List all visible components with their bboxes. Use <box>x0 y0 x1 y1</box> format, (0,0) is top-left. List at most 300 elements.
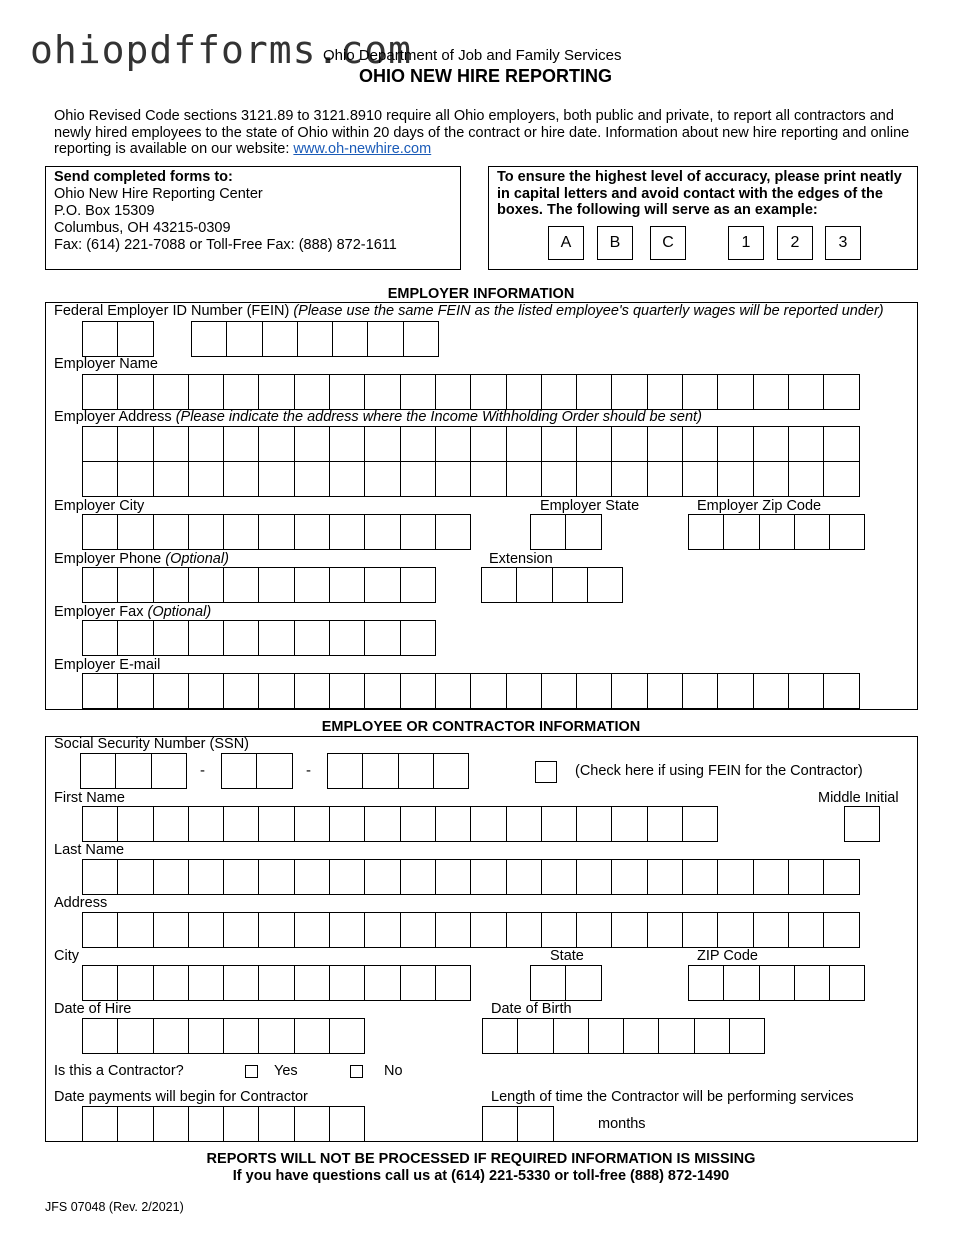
character-cell[interactable] <box>258 461 294 497</box>
character-cell[interactable] <box>188 965 224 1001</box>
character-cell[interactable] <box>258 806 294 842</box>
character-cell[interactable] <box>481 567 517 603</box>
character-cell[interactable] <box>506 859 542 895</box>
character-cell[interactable] <box>258 567 294 603</box>
character-cell[interactable] <box>294 1018 330 1054</box>
character-cell[interactable] <box>82 514 118 550</box>
character-cell[interactable] <box>329 620 365 656</box>
employer-city-label: Employer City <box>54 498 145 514</box>
character-cell[interactable] <box>294 461 330 497</box>
character-cell[interactable] <box>435 859 471 895</box>
character-cell[interactable] <box>329 673 365 709</box>
character-cell[interactable] <box>759 965 795 1001</box>
hire-date-label: Date of Hire <box>54 1001 132 1017</box>
character-cell[interactable] <box>611 806 647 842</box>
character-cell[interactable] <box>647 461 683 497</box>
character-cell[interactable] <box>153 514 189 550</box>
character-cell[interactable] <box>565 965 601 1001</box>
character-cell[interactable] <box>82 1106 118 1142</box>
character-cell[interactable] <box>153 620 189 656</box>
character-cell[interactable] <box>151 753 187 789</box>
character-cell[interactable] <box>482 1018 518 1054</box>
extension-field[interactable] <box>481 567 622 603</box>
character-cell[interactable] <box>294 426 330 462</box>
character-cell[interactable] <box>552 567 588 603</box>
character-cell[interactable] <box>364 912 400 948</box>
employer-address-field-1[interactable] <box>82 426 859 462</box>
character-cell[interactable] <box>332 321 368 357</box>
character-cell[interactable] <box>753 673 789 709</box>
character-cell[interactable] <box>117 426 153 462</box>
character-cell[interactable] <box>256 753 292 789</box>
character-cell[interactable] <box>400 859 436 895</box>
character-cell[interactable] <box>717 374 753 410</box>
character-cell[interactable] <box>223 620 259 656</box>
character-cell[interactable] <box>753 912 789 948</box>
character-cell[interactable] <box>788 912 824 948</box>
employer-name-field[interactable] <box>82 374 859 410</box>
character-cell[interactable] <box>788 673 824 709</box>
character-cell[interactable] <box>153 567 189 603</box>
character-cell[interactable] <box>153 806 189 842</box>
ssn-field-3[interactable] <box>327 753 468 789</box>
character-cell[interactable] <box>327 753 363 789</box>
fein-prefix-field[interactable] <box>82 321 153 357</box>
character-cell[interactable] <box>329 461 365 497</box>
employer-city-field[interactable] <box>82 514 470 550</box>
character-cell[interactable] <box>435 426 471 462</box>
character-cell[interactable] <box>294 374 330 410</box>
character-cell[interactable] <box>188 1106 224 1142</box>
character-cell[interactable] <box>329 374 365 410</box>
example-box: 2 <box>777 226 813 260</box>
character-cell[interactable] <box>611 673 647 709</box>
character-cell[interactable] <box>682 806 718 842</box>
character-cell[interactable] <box>82 426 118 462</box>
fein-contractor-checkbox[interactable] <box>535 761 557 783</box>
character-cell[interactable] <box>516 567 552 603</box>
character-cell[interactable] <box>530 965 566 1001</box>
employer-address-field-2[interactable] <box>82 461 859 497</box>
character-cell[interactable] <box>788 374 824 410</box>
character-cell[interactable] <box>153 859 189 895</box>
middle-initial-field[interactable] <box>844 806 879 842</box>
character-cell[interactable] <box>470 673 506 709</box>
character-cell[interactable] <box>153 426 189 462</box>
character-cell[interactable] <box>223 912 259 948</box>
character-cell[interactable] <box>153 1106 189 1142</box>
character-cell[interactable] <box>117 567 153 603</box>
character-cell[interactable] <box>576 912 612 948</box>
character-cell[interactable] <box>364 806 400 842</box>
character-cell[interactable] <box>294 514 330 550</box>
character-cell[interactable] <box>223 1018 259 1054</box>
character-cell[interactable] <box>565 514 601 550</box>
character-cell[interactable] <box>435 374 471 410</box>
character-cell[interactable] <box>658 1018 694 1054</box>
character-cell[interactable] <box>364 514 400 550</box>
character-cell[interactable] <box>117 374 153 410</box>
character-cell[interactable] <box>576 806 612 842</box>
character-cell[interactable] <box>188 620 224 656</box>
character-cell[interactable] <box>433 753 469 789</box>
character-cell[interactable] <box>223 806 259 842</box>
character-cell[interactable] <box>517 1106 553 1142</box>
character-cell[interactable] <box>329 1106 365 1142</box>
contractor-no-checkbox[interactable] <box>350 1065 363 1078</box>
character-cell[interactable] <box>623 1018 659 1054</box>
character-cell[interactable] <box>753 374 789 410</box>
character-cell[interactable] <box>435 461 471 497</box>
character-cell[interactable] <box>258 965 294 1001</box>
character-cell[interactable] <box>611 859 647 895</box>
character-cell[interactable] <box>82 673 118 709</box>
character-cell[interactable] <box>153 1018 189 1054</box>
character-cell[interactable] <box>117 461 153 497</box>
employer-email-field[interactable] <box>82 673 859 709</box>
character-cell[interactable] <box>647 912 683 948</box>
character-cell[interactable] <box>470 374 506 410</box>
character-cell[interactable] <box>400 374 436 410</box>
character-cell[interactable] <box>258 426 294 462</box>
character-cell[interactable] <box>470 461 506 497</box>
city-field[interactable] <box>82 965 470 1001</box>
character-cell[interactable] <box>576 461 612 497</box>
character-cell[interactable] <box>329 859 365 895</box>
character-cell[interactable] <box>153 374 189 410</box>
employer-email-label: Employer E-mail <box>54 657 161 673</box>
character-cell[interactable] <box>470 426 506 462</box>
character-cell[interactable] <box>829 514 865 550</box>
character-cell[interactable] <box>400 965 436 1001</box>
character-cell[interactable] <box>223 673 259 709</box>
character-cell[interactable] <box>647 806 683 842</box>
character-cell[interactable] <box>188 673 224 709</box>
character-cell[interactable] <box>188 514 224 550</box>
character-cell[interactable] <box>364 426 400 462</box>
payments-date-field[interactable] <box>82 1106 364 1142</box>
character-cell[interactable] <box>188 912 224 948</box>
character-cell[interactable] <box>694 1018 730 1054</box>
character-cell[interactable] <box>262 321 298 357</box>
character-cell[interactable] <box>541 374 577 410</box>
fein-note: (Please use the same FEIN as the listed employee's quarterly wages will be reported under) <box>293 303 884 319</box>
character-cell[interactable] <box>115 753 151 789</box>
send-heading: Send completed forms to: <box>54 169 233 185</box>
character-cell[interactable] <box>759 514 795 550</box>
character-cell[interactable] <box>541 806 577 842</box>
character-cell[interactable] <box>435 673 471 709</box>
character-cell[interactable] <box>223 461 259 497</box>
character-cell[interactable] <box>188 426 224 462</box>
character-cell[interactable] <box>541 426 577 462</box>
character-cell[interactable] <box>82 859 118 895</box>
character-cell[interactable] <box>117 806 153 842</box>
character-cell[interactable] <box>717 461 753 497</box>
character-cell[interactable] <box>117 1018 153 1054</box>
character-cell[interactable] <box>753 461 789 497</box>
character-cell[interactable] <box>823 859 859 895</box>
character-cell[interactable] <box>294 965 330 1001</box>
character-cell[interactable] <box>647 673 683 709</box>
character-cell[interactable] <box>294 673 330 709</box>
character-cell[interactable] <box>82 620 118 656</box>
character-cell[interactable] <box>482 1106 518 1142</box>
employer-section-title: EMPLOYER INFORMATION <box>387 286 575 302</box>
character-cell[interactable] <box>717 426 753 462</box>
character-cell[interactable] <box>647 426 683 462</box>
website-link[interactable]: www.oh-newhire.com <box>293 141 432 158</box>
character-cell[interactable] <box>223 567 259 603</box>
character-cell[interactable] <box>188 567 224 603</box>
character-cell[interactable] <box>530 514 566 550</box>
character-cell[interactable] <box>294 912 330 948</box>
character-cell[interactable] <box>506 374 542 410</box>
character-cell[interactable] <box>753 426 789 462</box>
character-cell[interactable] <box>82 374 118 410</box>
character-cell[interactable] <box>82 567 118 603</box>
character-cell[interactable] <box>329 426 365 462</box>
state-field[interactable] <box>530 965 601 1001</box>
character-cell[interactable] <box>258 1018 294 1054</box>
character-cell[interactable] <box>188 859 224 895</box>
contractor-question: Is this a Contractor? <box>54 1063 184 1079</box>
character-cell[interactable] <box>435 965 471 1001</box>
employer-zip-field[interactable] <box>688 514 864 550</box>
character-cell[interactable] <box>117 620 153 656</box>
character-cell[interactable] <box>541 461 577 497</box>
character-cell[interactable] <box>611 912 647 948</box>
character-cell[interactable] <box>823 374 859 410</box>
employer-state-field[interactable] <box>530 514 601 550</box>
character-cell[interactable] <box>435 514 471 550</box>
character-cell[interactable] <box>294 859 330 895</box>
character-cell[interactable] <box>611 461 647 497</box>
character-cell[interactable] <box>188 374 224 410</box>
character-cell[interactable] <box>82 912 118 948</box>
fein-suffix-field[interactable] <box>191 321 438 357</box>
zip-field[interactable] <box>688 965 864 1001</box>
character-cell[interactable] <box>506 912 542 948</box>
character-cell[interactable] <box>294 567 330 603</box>
character-cell[interactable] <box>506 673 542 709</box>
character-cell[interactable] <box>717 912 753 948</box>
character-cell[interactable] <box>258 514 294 550</box>
character-cell[interactable] <box>682 859 718 895</box>
character-cell[interactable] <box>688 514 724 550</box>
character-cell[interactable] <box>191 321 227 357</box>
character-cell[interactable] <box>153 965 189 1001</box>
character-cell[interactable] <box>367 321 403 357</box>
character-cell[interactable] <box>470 912 506 948</box>
missing-info-warning: REPORTS WILL NOT BE PROCESSED IF REQUIRED INFORMATION IS MISSING <box>206 1151 756 1167</box>
character-cell[interactable] <box>794 514 830 550</box>
character-cell[interactable] <box>688 965 724 1001</box>
character-cell[interactable] <box>364 374 400 410</box>
character-cell[interactable] <box>117 514 153 550</box>
character-cell[interactable] <box>226 321 262 357</box>
character-cell[interactable] <box>541 859 577 895</box>
character-cell[interactable] <box>223 426 259 462</box>
employer-phone-field[interactable] <box>82 567 435 603</box>
character-cell[interactable] <box>329 514 365 550</box>
character-cell[interactable] <box>294 1106 330 1142</box>
character-cell[interactable] <box>611 426 647 462</box>
character-cell[interactable] <box>258 673 294 709</box>
character-cell[interactable] <box>553 1018 589 1054</box>
birth-date-field[interactable] <box>482 1018 764 1054</box>
character-cell[interactable] <box>188 461 224 497</box>
employer-name-label: Employer Name <box>54 356 158 372</box>
character-cell[interactable] <box>223 374 259 410</box>
character-cell[interactable] <box>844 806 880 842</box>
character-cell[interactable] <box>117 321 153 357</box>
character-cell[interactable] <box>506 806 542 842</box>
character-cell[interactable] <box>153 673 189 709</box>
character-cell[interactable] <box>576 673 612 709</box>
contractor-yes-checkbox[interactable] <box>245 1065 258 1078</box>
character-cell[interactable] <box>682 374 718 410</box>
character-cell[interactable] <box>611 374 647 410</box>
character-cell[interactable] <box>470 806 506 842</box>
character-cell[interactable] <box>153 461 189 497</box>
character-cell[interactable] <box>221 753 257 789</box>
character-cell[interactable] <box>435 806 471 842</box>
character-cell[interactable] <box>517 1018 553 1054</box>
character-cell[interactable] <box>329 567 365 603</box>
character-cell[interactable] <box>117 673 153 709</box>
character-cell[interactable] <box>400 673 436 709</box>
character-cell[interactable] <box>400 806 436 842</box>
ssn-field-1[interactable] <box>80 753 186 789</box>
questions-contact: If you have questions call us at (614) 221-5330 or toll-free (888) 872-1490 <box>232 1168 730 1184</box>
employer-state-label: Employer State <box>540 498 640 514</box>
character-cell[interactable] <box>117 965 153 1001</box>
character-cell[interactable] <box>682 912 718 948</box>
character-cell[interactable] <box>717 859 753 895</box>
character-cell[interactable] <box>576 426 612 462</box>
optional-note: (Optional) <box>165 551 229 567</box>
character-cell[interactable] <box>788 461 824 497</box>
character-cell[interactable] <box>576 374 612 410</box>
character-cell[interactable] <box>400 426 436 462</box>
character-cell[interactable] <box>723 514 759 550</box>
character-cell[interactable] <box>647 859 683 895</box>
character-cell[interactable] <box>117 859 153 895</box>
character-cell[interactable] <box>788 859 824 895</box>
character-cell[interactable] <box>823 426 859 462</box>
character-cell[interactable] <box>403 321 439 357</box>
character-cell[interactable] <box>435 912 471 948</box>
character-cell[interactable] <box>82 965 118 1001</box>
character-cell[interactable] <box>223 1106 259 1142</box>
character-cell[interactable] <box>682 673 718 709</box>
character-cell[interactable] <box>223 514 259 550</box>
character-cell[interactable] <box>258 620 294 656</box>
character-cell[interactable] <box>258 374 294 410</box>
character-cell[interactable] <box>223 965 259 1001</box>
character-cell[interactable] <box>647 374 683 410</box>
character-cell[interactable] <box>329 1018 365 1054</box>
character-cell[interactable] <box>364 965 400 1001</box>
character-cell[interactable] <box>364 859 400 895</box>
character-cell[interactable] <box>398 753 434 789</box>
contract-length-field[interactable] <box>482 1106 553 1142</box>
character-cell[interactable] <box>329 912 365 948</box>
character-cell[interactable] <box>541 912 577 948</box>
character-cell[interactable] <box>258 912 294 948</box>
character-cell[interactable] <box>400 461 436 497</box>
character-cell[interactable] <box>329 965 365 1001</box>
hire-date-field[interactable] <box>82 1018 364 1054</box>
character-cell[interactable] <box>188 1018 224 1054</box>
character-cell[interactable] <box>400 567 436 603</box>
character-cell[interactable] <box>297 321 333 357</box>
character-cell[interactable] <box>723 965 759 1001</box>
character-cell[interactable] <box>506 426 542 462</box>
character-cell[interactable] <box>682 461 718 497</box>
character-cell[interactable] <box>587 567 623 603</box>
character-cell[interactable] <box>400 514 436 550</box>
address-field[interactable] <box>82 912 859 948</box>
character-cell[interactable] <box>82 461 118 497</box>
character-cell[interactable] <box>788 426 824 462</box>
character-cell[interactable] <box>294 806 330 842</box>
character-cell[interactable] <box>753 859 789 895</box>
character-cell[interactable] <box>82 1018 118 1054</box>
character-cell[interactable] <box>829 965 865 1001</box>
character-cell[interactable] <box>117 912 153 948</box>
employer-fax-field[interactable] <box>82 620 435 656</box>
character-cell[interactable] <box>364 567 400 603</box>
character-cell[interactable] <box>329 806 365 842</box>
character-cell[interactable] <box>258 859 294 895</box>
character-cell[interactable] <box>364 461 400 497</box>
character-cell[interactable] <box>729 1018 765 1054</box>
character-cell[interactable] <box>470 859 506 895</box>
character-cell[interactable] <box>82 321 118 357</box>
last-name-field[interactable] <box>82 859 859 895</box>
character-cell[interactable] <box>794 965 830 1001</box>
character-cell[interactable] <box>364 673 400 709</box>
character-cell[interactable] <box>400 620 436 656</box>
character-cell[interactable] <box>153 912 189 948</box>
character-cell[interactable] <box>364 620 400 656</box>
character-cell[interactable] <box>80 753 116 789</box>
character-cell[interactable] <box>588 1018 624 1054</box>
character-cell[interactable] <box>682 426 718 462</box>
character-cell[interactable] <box>117 1106 153 1142</box>
character-cell[interactable] <box>541 673 577 709</box>
character-cell[interactable] <box>506 461 542 497</box>
character-cell[interactable] <box>294 620 330 656</box>
character-cell[interactable] <box>823 673 859 709</box>
ssn-field-2[interactable] <box>221 753 292 789</box>
character-cell[interactable] <box>188 806 224 842</box>
character-cell[interactable] <box>576 859 612 895</box>
character-cell[interactable] <box>823 912 859 948</box>
character-cell[interactable] <box>717 673 753 709</box>
character-cell[interactable] <box>400 912 436 948</box>
character-cell[interactable] <box>82 806 118 842</box>
character-cell[interactable] <box>258 1106 294 1142</box>
character-cell[interactable] <box>362 753 398 789</box>
character-cell[interactable] <box>223 859 259 895</box>
character-cell[interactable] <box>823 461 859 497</box>
payments-date-label: Date payments will begin for Contractor <box>54 1089 308 1105</box>
intro-text: Ohio Revised Code sections 3121.89 to 3121.8910 require all Ohio employers, both public and private, to report all contractors and newly hired employees to the state of Ohio within 20 days of the contract or hire date. Information about new hire reporting and online reporting is available on our website: <box>54 108 910 158</box>
first-name-field[interactable] <box>82 806 717 842</box>
